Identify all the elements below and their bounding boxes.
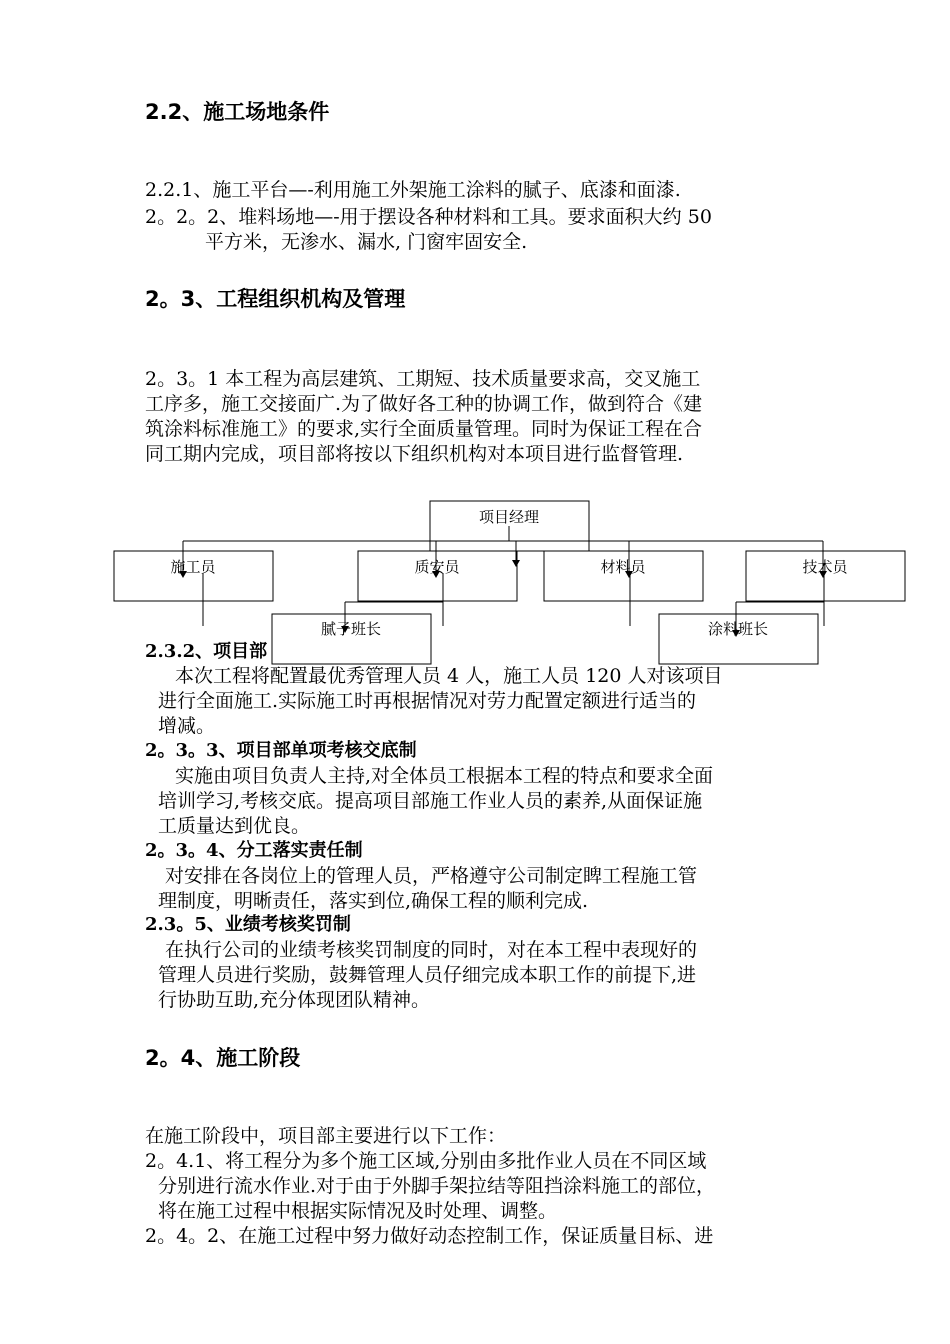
paragraph-2-3-1-line: 工序多，施工交接面广.为了做好各工种的协调工作，做到符合《建 <box>145 393 703 415</box>
paragraph-2-3-3-line: 工质量达到优良。 <box>158 815 311 837</box>
paragraph-2-3-5-line: 管理人员进行奖励，鼓舞管理人员仔细完成本职工作的前提下,进 <box>158 964 697 986</box>
paragraph-2-4-1-line: 将在施工过程中根据实际情况及时处理、调整。 <box>158 1200 558 1222</box>
section-2-3-heading: 2。3、工程组织机构及管理 <box>145 287 406 311</box>
paragraph-2-3-2-line: 增减。 <box>158 715 216 737</box>
paragraph-2-3-4-line: 对安排在各岗位上的管理人员，严格遵守公司制定睥工程施工管 <box>165 865 698 887</box>
section-2-3-4-heading: 2。3。4、分工落实责任制 <box>145 840 363 861</box>
paragraph-2-4-2-line: 2。4。2、在施工过程中努力做好动态控制工作，保证质量目标、进 <box>145 1225 714 1247</box>
section-2-4-intro: 在施工阶段中，项目部主要进行以下工作： <box>145 1125 507 1147</box>
section-2-3-5-heading: 2.3。5、业绩考核奖罚制 <box>145 914 351 935</box>
paragraph-2-4-1-line: 分别进行流水作业.对于由于外脚手架拉结等阻挡涂料施工的部位， <box>158 1175 716 1197</box>
paragraph-2-3-1-line: 同工期内完成，项目部将按以下组织机构对本项目进行监督管理. <box>145 443 684 465</box>
paragraph-2-3-4-line: 理制度，明晰责任，落实到位,确保工程的顺利完成. <box>158 890 589 912</box>
section-2-2-2-text: 2。2。2、堆料场地—-用于摆设各种材料和工具。要求面积大约 50 <box>145 206 712 228</box>
paragraph-2-3-2-line: 本次工程将配置最优秀管理人员 4 人，施工人员 120 人对该项目 <box>175 665 723 687</box>
paragraph-2-3-2-line: 进行全面施工.实际施工时再根据情况对劳力配置定额进行适当的 <box>158 690 697 712</box>
section-2-2-1-text: 2.2.1、施工平台—-利用施工外架施工涂料的腻子、底漆和面漆. <box>145 179 681 201</box>
org-label-technical-officer: 技术员 <box>802 558 848 576</box>
section-2-2-heading: 2.2、施工场地条件 <box>145 100 330 124</box>
section-2-4-heading: 2。4、施工阶段 <box>145 1046 301 1070</box>
org-label-putty-team-leader: 腻子班长 <box>320 620 382 638</box>
org-label-materials-officer: 材料员 <box>600 558 646 576</box>
section-2-3-3-heading: 2。3。3、项目部单项考核交底制 <box>145 740 417 761</box>
paragraph-2-3-3-line: 培训学习,考核交底。提高项目部施工作业人员的素养,从面保证施 <box>158 790 703 812</box>
paragraph-2-3-5-line: 行协助互助,充分体现团队精神。 <box>158 989 431 1011</box>
section-2-3-2-heading: 2.3.2、项目部 <box>145 641 268 662</box>
paragraph-2-3-5-line: 在执行公司的业绩考核奖罚制度的同时，对在本工程中表现好的 <box>165 939 698 961</box>
org-label-quality-safety-officer: 质安员 <box>414 558 460 576</box>
paragraph-2-4-1-line: 2。4.1、将工程分为多个施工区域,分别由多批作业人员在不同区域 <box>145 1150 707 1172</box>
paragraph-2-3-1-line: 筑涂料标准施工》的要求,实行全面质量管理。同时为保证工程在合 <box>145 418 703 440</box>
paragraph-2-3-3-line: 实施由项目负责人主持,对全体员工根据本工程的特点和要求全面 <box>175 765 714 787</box>
org-label-coating-team-leader: 涂料班长 <box>707 620 769 638</box>
org-label-construction-officer: 施工员 <box>170 558 216 576</box>
paragraph-2-3-1-line: 2。3。1 本工程为高层建筑、工期短、技术质量要求高，交叉施工 <box>145 368 701 390</box>
org-label-project-manager: 项目经理 <box>478 508 540 526</box>
section-2-2-2-text-cont: 平方米，无渗水、漏水, 门窗牢固安全. <box>205 231 528 253</box>
